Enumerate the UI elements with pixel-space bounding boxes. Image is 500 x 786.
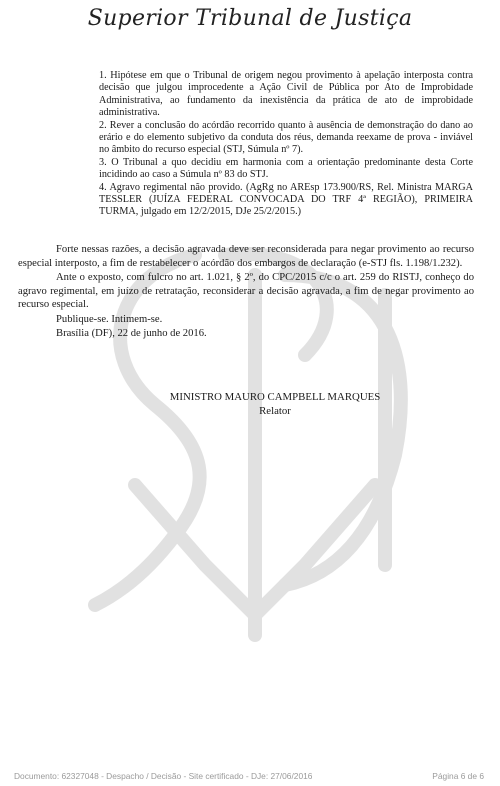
quoted-point: 1. Hipótese em que o Tribunal de origem negou provimento à apelação interposta contra decisão que julgou improcedente a Ação Civil de Pública por Ato de Improbidade Administrativa, ao fundamento da inexistência da prática de ato de improbidade administrativa. [99, 70, 473, 119]
document-info: Documento: 62327048 - Despacho / Decisão - Site certificado - DJe: 27/06/2016 [14, 771, 313, 781]
court-header-title: Superior Tribunal de Justiça [87, 6, 413, 31]
page-footer [14, 771, 484, 781]
quoted-point: 4. Agravo regimental não provido. (AgRg no AREsp 173.900/RS, Rel. Ministra MARGA TESSLER (JUÍZA FEDERAL CONVOCADA DO TRF 4ª REGIÃO), PRIMEIRA TURMA, julgado em 12/2/2015, DJe 25/2/2015.) [99, 181, 473, 218]
quoted-point: 3. O Tribunal a quo decidiu em harmonia com a orientação predominante desta Corte incidindo ao caso a Súmula nº 83 do STJ. [99, 156, 473, 181]
cited-precedent-block [99, 70, 473, 219]
decision-body [18, 243, 474, 342]
body-paragraph: Ante o exposto, com fulcro no art. 1.021, § 2º, do CPC/2015 c/c o art. 259 do RISTJ, conheço do agravo regimental, em juízo de retratação, reconsiderar a decisão agravada, a fim de negar provimento ao recurso especial. [18, 272, 474, 310]
signature-block [0, 391, 500, 418]
quoted-point: 2. Rever a conclusão do acórdão recorrido quanto à ausência de demonstração do dano ao erário e do elemento subjetivo da conduta dos réus, demanda reexame de prova - inviável no âmbito do recurso especial (STJ, Súmula nº 7). [99, 119, 473, 156]
publication-order: Publique-se. Intimem-se. [56, 313, 163, 325]
signer-name: MINISTRO MAURO CAMPBELL MARQUES [169, 391, 381, 403]
signer-role: Relator [259, 404, 291, 417]
page-number: Página 6 de 6 [432, 771, 484, 781]
body-paragraph: Forte nessas razões, a decisão agravada deve ser reconsiderada para negar provimento ao recurso especial interposto, a fim de restabelecer o acórdão dos embargos de declaração (e-STJ fls. 1.198/1.232). [18, 244, 474, 269]
place-date: Brasília (DF), 22 de junho de 2016. [56, 328, 207, 339]
